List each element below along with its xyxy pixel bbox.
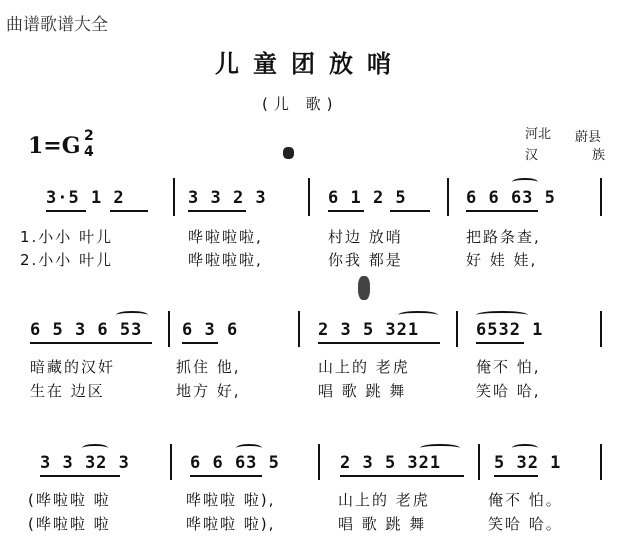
bar-line: [170, 444, 172, 480]
ink-smudge: [358, 276, 370, 300]
bar-line: [308, 178, 310, 216]
final-bar-line: [600, 178, 602, 216]
time-signature: [84, 128, 94, 160]
site-title: 曲谱歌谱大全: [6, 15, 108, 35]
lyric-verse1: 哗啦啦啦,: [188, 228, 263, 246]
lyric-verse1: 哗啦啦 啦),: [186, 491, 276, 509]
beam: [110, 210, 148, 212]
lyric-verse2: 笑哈 哈。: [488, 515, 563, 533]
final-bar-line: [600, 444, 602, 480]
notes-measure: 6532 1: [476, 320, 544, 340]
region-label: 河北: [525, 127, 552, 142]
notes-measure: 3 3 2 3: [188, 188, 267, 208]
slur: [420, 444, 460, 452]
bar-line: [478, 444, 480, 480]
beam: [190, 475, 262, 477]
song-title: 儿童团放哨: [215, 50, 405, 78]
slur: [82, 444, 108, 452]
notes-measure: 6 1 2 5: [328, 188, 407, 208]
beam: [390, 210, 430, 212]
beam: [318, 342, 440, 344]
lyric-verse1: 1.小小 叶儿: [20, 228, 114, 246]
bar-line: [298, 311, 300, 347]
notes-measure: 3·5 1 2: [46, 188, 125, 208]
lyric-verse2: 哗啦啦啦,: [188, 251, 263, 269]
time-signature-top: 2: [84, 128, 94, 144]
notes-measure: 2 3 5 321: [318, 320, 420, 340]
notes-measure: 5 32 1: [494, 453, 562, 473]
lyric-verse2: 2.小小 叶儿: [20, 251, 114, 269]
ethnic-label: 汉: [525, 148, 539, 163]
slur: [512, 444, 538, 452]
notes-measure: 6 6 63 5: [466, 188, 556, 208]
slur: [116, 311, 148, 319]
slur: [398, 311, 438, 319]
bar-line: [318, 444, 320, 480]
final-bar-line: [600, 311, 602, 347]
beam: [494, 475, 538, 477]
time-signature-bottom: 4: [84, 144, 94, 160]
lyric-verse2: 唱 歌 跳 舞: [318, 382, 407, 400]
lyric-verse1: 山上的 老虎: [318, 358, 410, 376]
beam: [182, 342, 218, 344]
beam: [476, 342, 524, 344]
notes-measure: 6 5 3 6 53: [30, 320, 143, 340]
lyric-verse1: 把路条查,: [466, 228, 541, 246]
lyric-verse2: 唱 歌 跳 舞: [338, 515, 427, 533]
lyric-verse2: 地方 好,: [176, 382, 241, 400]
slur: [512, 178, 538, 186]
lyric-verse2: 哗啦啦 啦),: [186, 515, 276, 533]
ink-smudge: [283, 147, 294, 159]
beam: [340, 475, 464, 477]
lyric-verse2: 笑哈 哈,: [476, 382, 541, 400]
lyric-verse2: 好 娃 娃,: [466, 251, 538, 269]
bar-line: [456, 311, 458, 347]
bar-line: [168, 311, 170, 347]
lyric-verse2: 生在 边区: [30, 382, 105, 400]
beam: [466, 210, 538, 212]
beam: [328, 210, 364, 212]
region-county-label: 蔚县: [575, 130, 602, 145]
lyric-verse1: 山上的 老虎: [338, 491, 430, 509]
bar-line: [173, 178, 175, 216]
slur: [476, 311, 528, 319]
ethnic-suffix-label: 族: [592, 148, 606, 163]
notes-measure: 3 3 32 3: [40, 453, 130, 473]
lyric-verse2: 你我 都是: [328, 251, 403, 269]
notes-measure: 2 3 5 321: [340, 453, 442, 473]
lyric-verse1: 暗藏的汉奸: [30, 358, 116, 376]
beam: [40, 475, 120, 477]
slur: [236, 444, 262, 452]
notes-measure: 6 6 63 5: [190, 453, 280, 473]
lyric-verse2: (哗啦啦 啦: [28, 515, 111, 533]
lyric-verse1: 抓住 他,: [176, 358, 241, 376]
lyric-verse1: 村边 放哨: [328, 228, 403, 246]
notes-measure: 6 3 6: [182, 320, 239, 340]
beam: [46, 210, 86, 212]
lyric-verse1: (哗啦啦 啦: [28, 491, 111, 509]
bar-line: [447, 178, 449, 216]
song-subtitle: (儿 歌): [262, 95, 339, 113]
key-signature: 1=G: [28, 133, 81, 159]
beam: [30, 342, 152, 344]
beam: [188, 210, 246, 212]
lyric-verse1: 俺不 怕,: [476, 358, 541, 376]
lyric-verse1: 俺不 怕。: [488, 491, 563, 509]
